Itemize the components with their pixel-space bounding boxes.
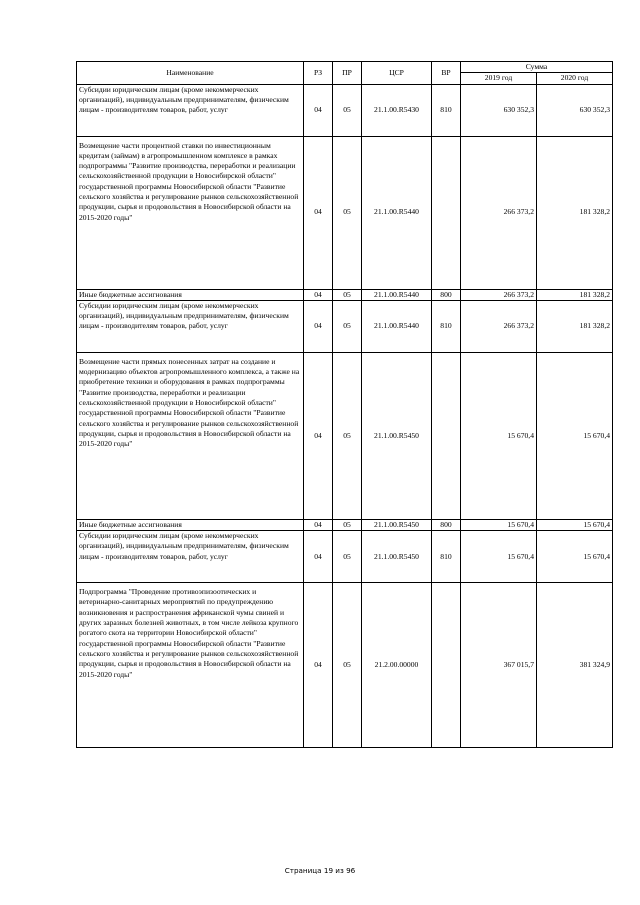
row-rz: 04	[304, 583, 333, 748]
budget-table	[76, 61, 613, 748]
row-pr: 05	[333, 531, 362, 583]
row-2020: 181 328,2	[537, 289, 613, 300]
row-2019: 266 373,2	[461, 289, 537, 300]
row-2020: 181 328,2	[537, 136, 613, 289]
header-vr: ВР	[432, 62, 461, 85]
table-row	[77, 519, 613, 530]
row-name: Возмещение части прямых понесенных затрат на создание и модернизацию объектов агропромышленного комплекса, а также на приобретение техники и оборудования в рамках подпрограммы "Развитие производства, переработки и реализации сельскохозяйственной продукции в Новосибирской области" государственной программы Новосибирской области "Развитие сельского хозяйства и регулирование рынков сельскохозяйственной продукции, сырья и продовольствия в Новосибирской области на 2015-2020 годы"	[77, 352, 304, 519]
row-2019: 15 670,4	[461, 519, 537, 530]
row-csr: 21.1.00.R5440	[362, 300, 432, 352]
table-row	[77, 84, 613, 136]
row-pr: 05	[333, 84, 362, 136]
table-row	[77, 300, 613, 352]
table-row	[77, 531, 613, 583]
row-2020: 15 670,4	[537, 519, 613, 530]
row-vr: 800	[432, 519, 461, 530]
row-rz: 04	[304, 136, 333, 289]
header-2020: 2020 год	[537, 73, 613, 84]
row-vr: 800	[432, 289, 461, 300]
row-name: Иные бюджетные ассигнования	[77, 289, 304, 300]
row-2020: 15 670,4	[537, 352, 613, 519]
row-vr: 810	[432, 531, 461, 583]
row-rz: 04	[304, 531, 333, 583]
header-name: Наименование	[77, 62, 304, 85]
header-2019: 2019 год	[461, 73, 537, 84]
row-vr: 810	[432, 300, 461, 352]
row-vr	[432, 136, 461, 289]
row-2019: 266 373,2	[461, 136, 537, 289]
row-vr: 810	[432, 84, 461, 136]
row-2020: 630 352,3	[537, 84, 613, 136]
row-2019: 15 670,4	[461, 531, 537, 583]
row-csr: 21.1.00.R5450	[362, 531, 432, 583]
row-pr: 05	[333, 289, 362, 300]
row-csr: 21.1.00.R5440	[362, 136, 432, 289]
row-rz: 04	[304, 519, 333, 530]
table-row	[77, 136, 613, 289]
row-2020: 15 670,4	[537, 531, 613, 583]
row-name: Подпрограмма "Проведение противоэпизоотических и ветеринарно-санитарных мероприятий по предупреждению возникновения и распространения африканской чумы свиней и других заразных болезней животных, в том числе лейкоза крупного рогатого скота на территории Новосибирской области" государственной программы Новосибирской области "Развитие сельского хозяйства и регулирование рынков сельскохозяйственной продукции, сырья и продовольствия в Новосибирской области на 2015-2020 годы"	[77, 583, 304, 748]
row-2019: 15 670,4	[461, 352, 537, 519]
row-csr: 21.1.00.R5430	[362, 84, 432, 136]
header-rz: РЗ	[304, 62, 333, 85]
header-csr: ЦСР	[362, 62, 432, 85]
row-pr: 05	[333, 136, 362, 289]
row-csr: 21.1.00.R5450	[362, 352, 432, 519]
row-vr	[432, 583, 461, 748]
row-pr: 05	[333, 300, 362, 352]
table-row	[77, 583, 613, 748]
row-pr: 05	[333, 519, 362, 530]
row-2019: 367 015,7	[461, 583, 537, 748]
row-2020: 381 324,9	[537, 583, 613, 748]
row-name: Иные бюджетные ассигнования	[77, 519, 304, 530]
row-name: Возмещение части процентной ставки по инвестиционным кредитам (займам) в агропромышленном комплексе в рамках подпрограммы "Развитие производства, переработки и реализации сельскохозяйственной продукции в Новосибирской области" государственной программы Новосибирской области "Развитие сельского хозяйства и регулирование рынков сельскохозяйственной продукции, сырья и продовольствия в Новосибирской области на 2015-2020 годы"	[77, 136, 304, 289]
row-2019: 630 352,3	[461, 84, 537, 136]
row-rz: 04	[304, 300, 333, 352]
row-2020: 181 328,2	[537, 300, 613, 352]
row-pr: 05	[333, 583, 362, 748]
row-rz: 04	[304, 84, 333, 136]
table-row	[77, 289, 613, 300]
page-number: Страница 19 из 96	[284, 866, 356, 875]
header-pr: ПР	[333, 62, 362, 85]
header-sum: Сумма	[461, 62, 613, 73]
row-name: Субсидии юридическим лицам (кроме некоммерческих организаций), индивидуальным предпринимателям, физическим лицам - производителям товаров, работ, услуг	[77, 84, 304, 136]
row-name: Субсидии юридическим лицам (кроме некоммерческих организаций), индивидуальным предпринимателям, физическим лицам - производителям товаров, работ, услуг	[77, 531, 304, 583]
row-rz: 04	[304, 352, 333, 519]
row-name: Субсидии юридическим лицам (кроме некоммерческих организаций), индивидуальным предпринимателям, физическим лицам - производителям товаров, работ, услуг	[77, 300, 304, 352]
table-row	[77, 352, 613, 519]
row-rz: 04	[304, 289, 333, 300]
row-csr: 21.2.00.00000	[362, 583, 432, 748]
row-csr: 21.1.00.R5450	[362, 519, 432, 530]
row-2019: 266 373,2	[461, 300, 537, 352]
row-pr: 05	[333, 352, 362, 519]
row-csr: 21.1.00.R5440	[362, 289, 432, 300]
row-vr	[432, 352, 461, 519]
